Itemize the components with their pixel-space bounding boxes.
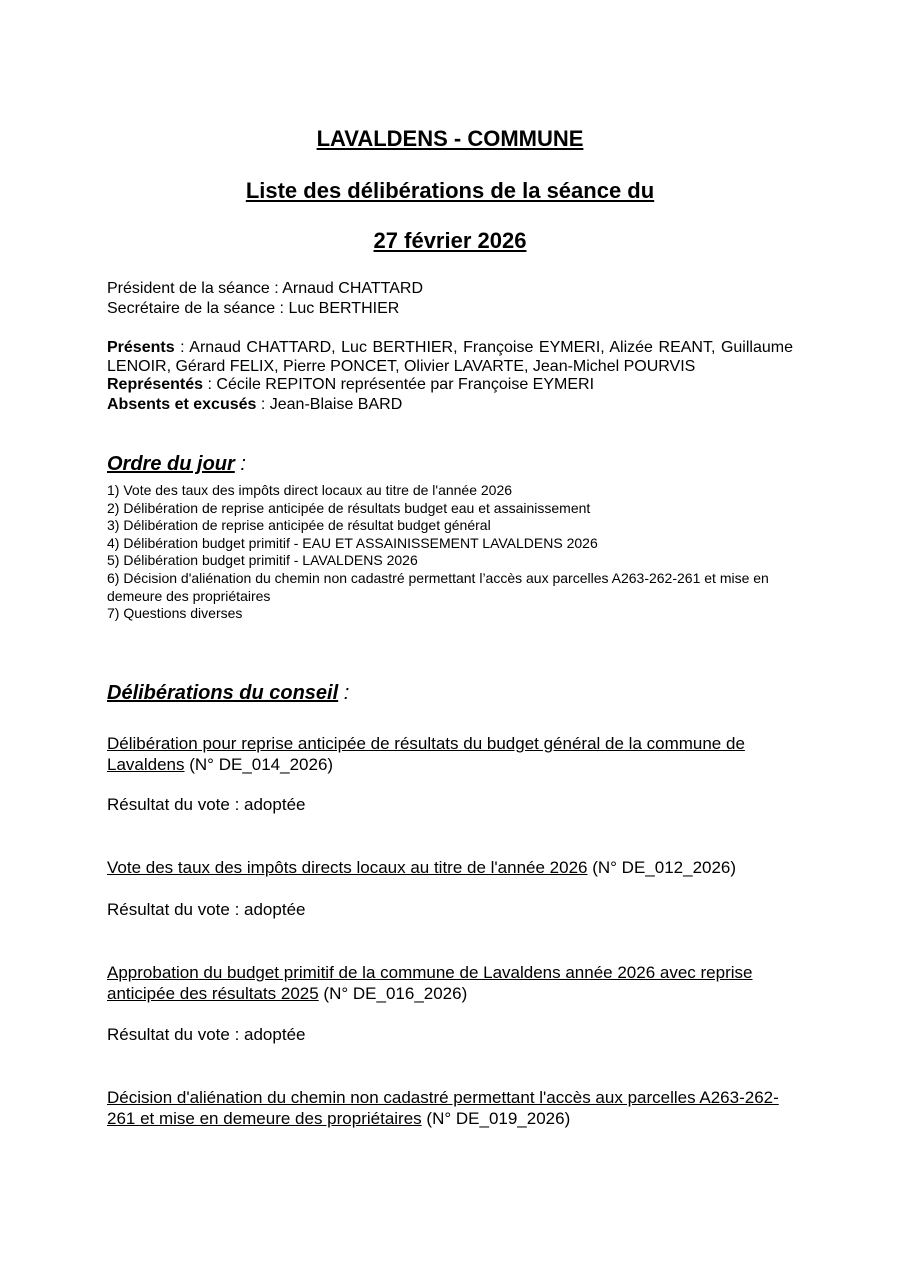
deliberation-title: Approbation du budget primitif de la commune de Lavaldens année 2026 avec reprise anticipée des résultats 2025: [107, 963, 753, 1003]
agenda-heading-text: Ordre du jour: [107, 453, 235, 475]
agenda-item: 3) Délibération de reprise anticipée de résultat budget général: [107, 517, 491, 534]
vote-result: Résultat du vote : adoptée: [107, 795, 306, 814]
deliberation-ref: (N° DE_014_2026): [184, 755, 334, 774]
deliberation-item: [107, 962, 797, 1004]
deliberation-item: [107, 1087, 797, 1129]
deliberation-ref: (N° DE_019_2026): [421, 1109, 571, 1128]
deliberations-heading-colon: :: [338, 682, 350, 704]
president-line: Président de la séance : Arnaud CHATTARD: [107, 280, 423, 297]
agenda-list: [107, 482, 787, 623]
represented-line: [107, 376, 594, 394]
secretary-line: Secrétaire de la séance : Luc BERTHIER: [107, 300, 400, 317]
deliberation-title: Vote des taux des impôts directs locaux au titre de l'année 2026: [107, 858, 588, 877]
deliberation-item: [107, 733, 797, 775]
present-label: Présents: [107, 339, 175, 356]
deliberation-title: Délibération pour reprise anticipée de résultats du budget général de la commune de Lavaldens: [107, 734, 745, 774]
deliberation-ref: (N° DE_012_2026): [587, 858, 737, 877]
session-date: 27 février 2026: [373, 228, 527, 253]
agenda-item: 5) Délibération budget primitif - LAVALDENS 2026: [107, 552, 418, 569]
absent-line: [107, 396, 402, 414]
agenda-item: 2) Délibération de reprise anticipée de résultats budget eau et assainissement: [107, 499, 591, 516]
absent-names: : Jean-Blaise BARD: [256, 396, 403, 413]
vote-result: Résultat du vote : adoptée: [107, 1025, 306, 1044]
agenda-item: 6) Décision d'aliénation du chemin non cadastré permettant l’accès aux parcelles A263-262-261 et mise en demeure des propriétaires: [107, 569, 769, 604]
present-paragraph: [107, 338, 793, 376]
represented-names: : Cécile REPITON représentée par Françoise EYMERI: [203, 376, 595, 393]
absent-label: Absents et excusés: [107, 396, 257, 413]
document-title: Liste des délibérations de la séance du: [245, 178, 655, 203]
agenda-item: 7) Questions diverses: [107, 605, 243, 622]
present-names: : Arnaud CHATTARD, Luc BERTHIER, Françoise EYMERI, Alizée REANT, Guillaume LENOIR, Gérard FELIX, Pierre PONCET, Olivier LAVARTE, Jean-Michel POURVIS: [107, 339, 793, 375]
deliberation-item: [107, 857, 797, 878]
represented-label: Représentés: [107, 376, 204, 393]
deliberation-ref: (N° DE_016_2026): [318, 984, 468, 1003]
agenda-item: 4) Délibération budget primitif - EAU ET ASSAINISSEMENT LAVALDENS 2026: [107, 534, 598, 551]
deliberation-title: Décision d'aliénation du chemin non cadastré permettant l'accès aux parcelles A263-262-261 et mise en demeure des propriétaires: [107, 1088, 779, 1128]
agenda-heading-colon: :: [234, 453, 246, 475]
vote-result: Résultat du vote : adoptée: [107, 900, 306, 919]
agenda-item: 1) Vote des taux des impôts direct locaux au titre de l'année 2026: [107, 482, 513, 498]
agenda-heading: [107, 453, 246, 476]
commune-title: LAVALDENS - COMMUNE: [316, 126, 584, 151]
deliberations-heading: [107, 682, 349, 705]
deliberations-heading-text: Délibérations du conseil: [107, 682, 339, 704]
